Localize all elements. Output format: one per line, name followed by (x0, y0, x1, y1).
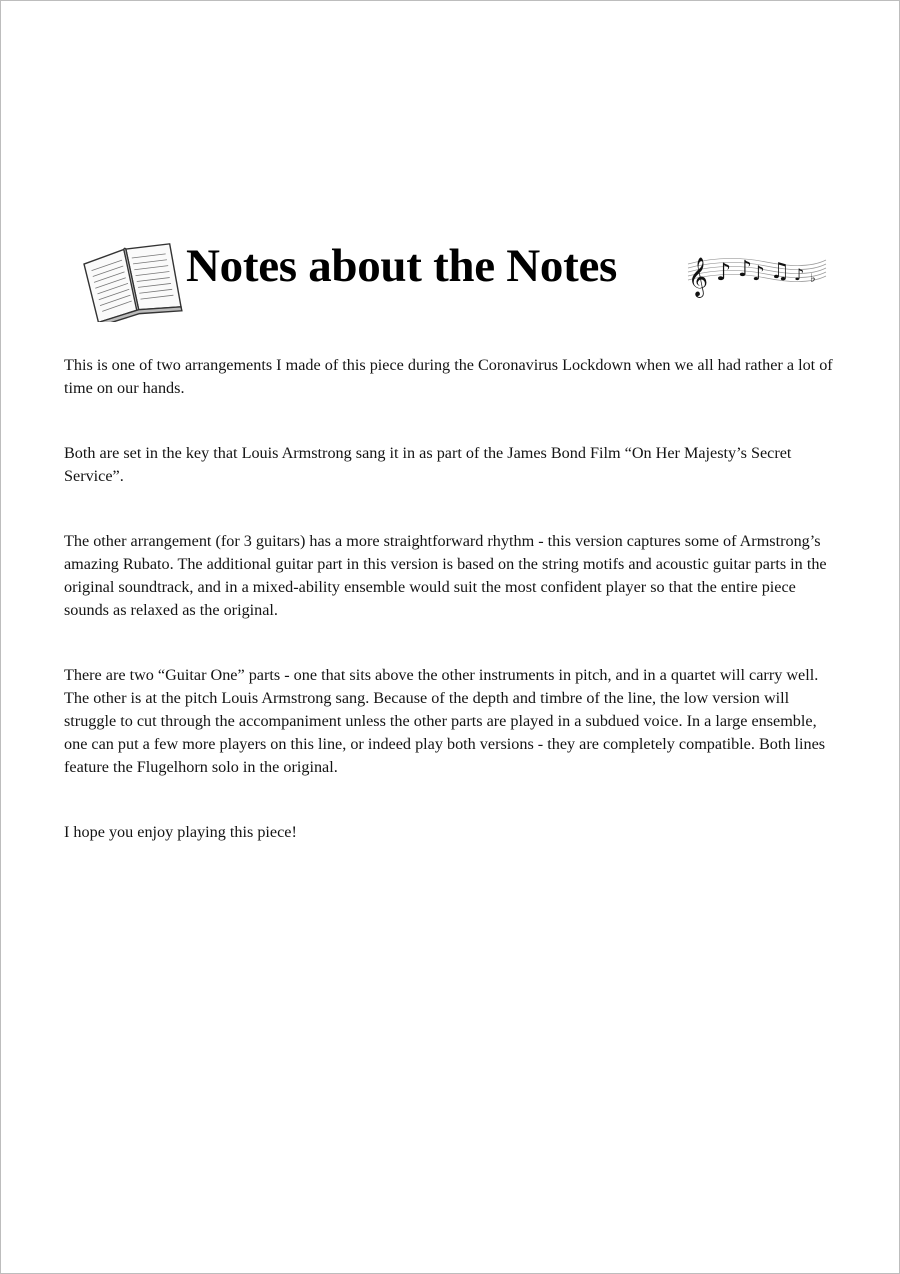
notes-body (64, 354, 836, 844)
paragraph-intro: This is one of two arrangements I made of this piece during the Coronavirus Lockdown when we all had rather a lot of time on our hands. (64, 356, 833, 397)
svg-text:♪: ♪ (738, 257, 753, 282)
paragraph-other-arrangement: The other arrangement (for 3 guitars) has a more straightforward rhythm - this version captures some of Armstrong’s amazing Rubato. The additional guitar part in this version is based on the string motifs and acoustic guitar parts in the original soundtrack, and in a mixed-ability ensemble would suit the most confident player so that the entire piece sounds as relaxed as the original. (64, 532, 827, 619)
svg-text:♭: ♭ (810, 271, 816, 285)
paragraph-key: Both are set in the key that Louis Armstrong sang it in as part of the James Bond Film “On Her Majesty’s Secret Service”. (64, 444, 792, 485)
svg-text:𝄞: 𝄞 (688, 257, 709, 297)
paragraph-guitar-one-parts: There are two “Guitar One” parts - one that sits above the other instruments in pitch, and in a quartet will carry well. The other is at the pitch Louis Armstrong sang. Because of the depth and timbre of the line, the low version will struggle to cut through the accompaniment unless the other parts are played in a subdued voice. In a large ensemble, one can put a few more players on this line, or indeed play both versions - they are completely compatible. Both lines feature the Flugelhorn solo in the original. (64, 666, 826, 776)
svg-text:♫: ♫ (770, 259, 790, 284)
page-title: Notes about the Notes (186, 240, 618, 292)
svg-text:♪: ♪ (794, 265, 805, 284)
svg-text:♪: ♪ (716, 258, 732, 286)
page-heading (78, 228, 838, 328)
paragraph-closing: I hope you enjoy playing this piece! (64, 823, 297, 841)
svg-text:♪: ♪ (752, 261, 765, 285)
open-book-icon (78, 234, 190, 322)
music-notes-icon (686, 240, 828, 300)
